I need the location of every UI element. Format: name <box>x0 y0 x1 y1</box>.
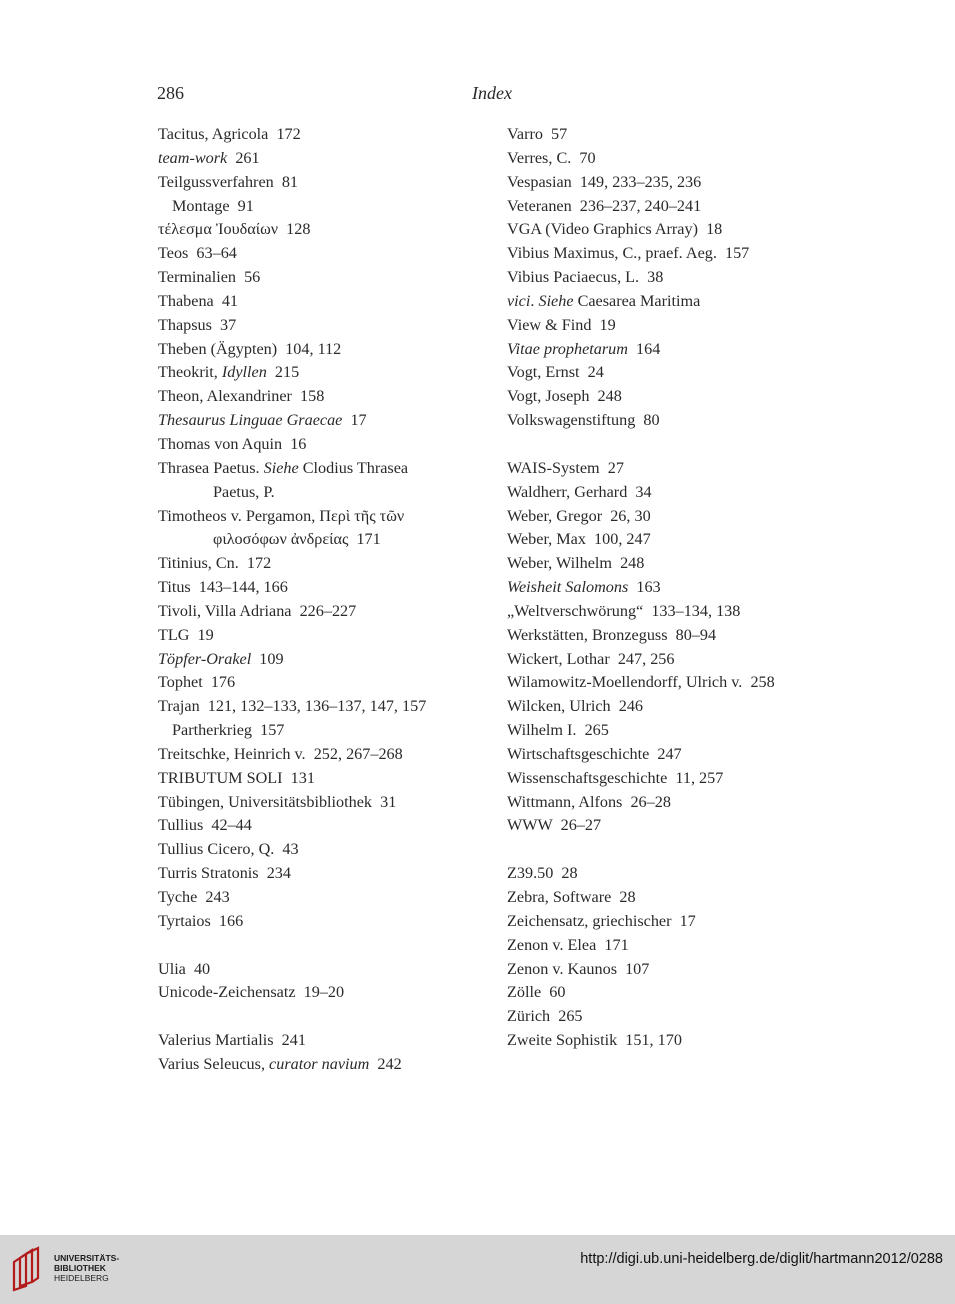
index-entry <box>158 838 426 862</box>
entry-text: Vibius Paciaecus, L. 38 <box>507 268 664 287</box>
entry-text: Zweite Sophistik 151, 170 <box>507 1031 682 1050</box>
entry-text: 17 <box>342 411 367 430</box>
entry-text: Terminalien 56 <box>158 268 261 287</box>
entry-text-italic: Vitae prophetarum <box>507 339 628 358</box>
logo-line: UNIVERSITÄTS- <box>54 1253 120 1263</box>
index-entry <box>507 814 775 838</box>
entry-text: Thabena 41 <box>158 291 239 310</box>
entry-text: Tyche 243 <box>158 888 230 906</box>
index-entry <box>158 457 426 481</box>
entry-text: Zürich 265 <box>507 1007 583 1026</box>
entry-text-italic: Weisheit Salomons <box>507 578 629 597</box>
index-entry <box>158 385 426 409</box>
entry-text: Wittmann, Alfons 26–28 <box>507 792 671 811</box>
index-entry <box>507 338 775 362</box>
entry-text: Titus 143–144, 166 <box>158 578 288 597</box>
index-entry <box>507 147 775 171</box>
entry-text: Teos 63–64 <box>158 244 237 263</box>
index-entry <box>158 338 426 362</box>
index-entry <box>507 934 775 958</box>
library-logo-icon <box>10 1246 50 1292</box>
index-entry <box>507 791 775 815</box>
index-entry <box>158 266 426 290</box>
index-column-right <box>507 123 775 1053</box>
index-entry <box>158 409 426 433</box>
index-entry <box>507 242 775 266</box>
entry-text: 164 <box>627 339 661 358</box>
index-entry <box>158 314 426 338</box>
entry-text: Vibius Maximus, C., praef. Aeg. 157 <box>507 244 750 263</box>
entry-text: Wilhelm I. 265 <box>507 721 609 740</box>
index-entry <box>158 719 426 743</box>
running-head-title: Index <box>472 83 512 103</box>
index-entry <box>507 695 775 719</box>
entry-text: Werkstätten, Bronzeguss 80–94 <box>507 625 717 644</box>
entry-text: Theben (Ägypten) 104, 112 <box>158 339 342 358</box>
entry-text: Tyrtaios 166 <box>158 911 244 930</box>
index-entry <box>158 123 426 147</box>
index-entry <box>507 171 775 195</box>
index-entry <box>507 624 775 648</box>
entry-text-italic: Töpfer-Orakel <box>158 649 252 668</box>
entry-text-italic: Siehe <box>538 291 574 310</box>
entry-text: Verres, C. 70 <box>507 148 596 167</box>
index-entry <box>507 743 775 767</box>
entry-text-italic: curator navium <box>269 1054 370 1073</box>
entry-text: Theon, Alexandriner 158 <box>158 387 325 406</box>
index-entry <box>507 648 775 672</box>
page-number: 286 <box>157 83 184 103</box>
index-entry <box>507 457 775 481</box>
library-logo-text <box>54 1253 119 1283</box>
index-entry <box>158 695 426 719</box>
index-entry <box>507 218 775 242</box>
index-entry <box>158 981 426 1005</box>
entry-text: Wickert, Lothar 247, 256 <box>507 649 675 668</box>
index-entry <box>158 814 426 838</box>
entry-text-italic: Idyllen <box>221 363 267 382</box>
entry-text: Volkswagenstiftung 80 <box>507 411 660 430</box>
entry-text: τέλεσμα Ἰουδαίων 128 <box>158 220 311 239</box>
entry-text-italic: Siehe <box>263 458 299 477</box>
library-logo[interactable] <box>10 1246 120 1292</box>
entry-text: Paetus, P. <box>213 482 275 501</box>
index-entry <box>507 290 775 314</box>
entry-text: 163 <box>628 578 661 597</box>
index-entry <box>158 791 426 815</box>
index-entry <box>158 958 426 982</box>
index-entry <box>507 481 775 505</box>
entry-text: 242 <box>369 1054 402 1073</box>
index-entry <box>507 719 775 743</box>
entry-text: Tacitus, Agricola 172 <box>158 125 301 143</box>
entry-text: Turris Stratonis 234 <box>158 864 291 883</box>
entry-text: Ulia 40 <box>158 959 211 978</box>
entry-text: TLG 19 <box>158 625 214 644</box>
entry-text: Theokrit, <box>158 363 222 382</box>
entry-text: 215 <box>266 363 300 382</box>
entry-text: WWW 26–27 <box>507 816 602 835</box>
index-entry <box>507 958 775 982</box>
index-entry <box>158 886 426 910</box>
index-entry <box>158 600 426 624</box>
entry-text: Wilamowitz-Moellendorff, Ulrich v. 258 <box>507 673 775 692</box>
logo-line: BIBLIOTHEK <box>54 1263 106 1273</box>
index-entry <box>507 981 775 1005</box>
index-entry <box>158 552 426 576</box>
permalink-url[interactable]: http://digi.ub.uni-heidelberg.de/diglit/hartmann2012/0288 <box>580 1251 943 1267</box>
index-entry <box>158 171 426 195</box>
index-entry <box>507 505 775 529</box>
entry-text: 261 <box>227 148 260 167</box>
entry-text: Vespasian 149, 233–235, 236 <box>507 172 702 191</box>
index-entry <box>158 147 426 171</box>
entry-text: Wilcken, Ulrich 246 <box>507 697 644 716</box>
index-entry <box>158 290 426 314</box>
entry-text: Wissenschaftsgeschichte 11, 257 <box>507 768 724 787</box>
entry-text: VGA (Video Graphics Array) 18 <box>507 220 723 239</box>
footer-bar <box>0 1235 955 1304</box>
index-entry <box>158 1053 426 1077</box>
index-entry <box>158 505 426 529</box>
entry-text: Zenon v. Elea 171 <box>507 935 629 954</box>
index-entry <box>158 648 426 672</box>
index-entry <box>158 433 426 457</box>
entry-text: Partherkrieg 157 <box>172 721 285 740</box>
index-entry <box>507 552 775 576</box>
letter-group-gap <box>158 1005 426 1029</box>
entry-text: Tivoli, Villa Adriana 226–227 <box>158 601 357 620</box>
entry-text: Titinius, Cn. 172 <box>158 554 272 573</box>
entry-text: 109 <box>251 649 284 668</box>
entry-text: Montage 91 <box>172 196 254 215</box>
entry-text: Thrasea Paetus. <box>158 458 264 477</box>
index-entry <box>158 671 426 695</box>
entry-text: TRIBUTUM SOLI 131 <box>158 768 315 787</box>
index-column-left <box>158 123 426 1077</box>
entry-text: Zebra, Software 28 <box>507 888 636 906</box>
entry-text: Varius Seleucus, <box>158 1054 270 1073</box>
entry-text: Weber, Max 100, 247 <box>507 530 651 549</box>
entry-text: View & Find 19 <box>507 315 616 334</box>
index-entry <box>158 576 426 600</box>
index-entry <box>507 528 775 552</box>
index-entry <box>507 123 775 147</box>
entry-text: Wirtschaftsgeschichte 247 <box>507 744 682 763</box>
entry-text-italic: vici <box>507 291 531 310</box>
entry-text: Vogt, Joseph 248 <box>507 387 622 406</box>
entry-text: Tullius Cicero, Q. 43 <box>158 840 299 859</box>
entry-text: Thomas von Aquin 16 <box>158 434 307 453</box>
index-entry <box>507 314 775 338</box>
entry-text: Tophet 176 <box>158 673 236 692</box>
letter-group-gap <box>507 433 775 457</box>
index-entry <box>507 576 775 600</box>
entry-text: Valerius Martialis 241 <box>158 1031 306 1050</box>
letter-group-gap <box>158 934 426 958</box>
entry-text: Zeichensatz, griechischer 17 <box>507 911 696 930</box>
entry-text-italic: team-work <box>158 148 228 167</box>
entry-text: „Weltverschwörung“ 133–134, 138 <box>507 601 741 620</box>
index-entry <box>158 528 426 552</box>
entry-text: Weber, Wilhelm 248 <box>507 554 645 573</box>
entry-text: Trajan 121, 132–133, 136–137, 147, 157 <box>158 697 427 716</box>
index-entry <box>158 743 426 767</box>
entry-text: Caesarea Maritima <box>573 291 701 310</box>
entry-text: . <box>530 291 539 310</box>
entry-text: Varro 57 <box>507 125 568 143</box>
index-entry <box>507 886 775 910</box>
index-entry <box>507 671 775 695</box>
entry-text: Tullius 42–44 <box>158 816 252 835</box>
logo-line: HEIDELBERG <box>54 1273 109 1283</box>
entry-text: Zölle 60 <box>507 983 566 1002</box>
entry-text: φιλοσόφων ἀνδρείας 171 <box>213 530 381 549</box>
entry-text: Waldherr, Gerhard 34 <box>507 482 652 501</box>
letter-group-gap <box>507 838 775 862</box>
index-entry <box>158 361 426 385</box>
entry-text: Timotheos v. Pergamon, Περὶ τῆς τῶν <box>158 506 405 525</box>
entry-text-italic: Thesaurus Linguae Graecae <box>158 411 343 430</box>
index-entry <box>507 409 775 433</box>
entry-text: Unicode-Zeichensatz 19–20 <box>158 983 345 1002</box>
index-entry <box>158 767 426 791</box>
entry-text: Vogt, Ernst 24 <box>507 363 604 382</box>
index-entry <box>507 195 775 219</box>
entry-text: WAIS-System 27 <box>507 458 624 477</box>
entry-text: Weber, Gregor 26, 30 <box>507 506 651 525</box>
index-entry <box>507 266 775 290</box>
index-entry <box>158 1029 426 1053</box>
entry-text: Thapsus 37 <box>158 315 237 334</box>
entry-text: Z39.50 28 <box>507 864 578 883</box>
index-entry <box>507 385 775 409</box>
index-entry <box>507 862 775 886</box>
entry-text: Zenon v. Kaunos 107 <box>507 959 650 978</box>
index-entry <box>158 481 426 505</box>
index-entry <box>158 242 426 266</box>
entry-text: Tübingen, Universitätsbibliothek 31 <box>158 792 397 811</box>
entry-text: Treitschke, Heinrich v. 252, 267–268 <box>158 744 403 763</box>
index-entry <box>158 862 426 886</box>
entry-text: Veteranen 236–237, 240–241 <box>507 196 702 215</box>
index-entry <box>158 910 426 934</box>
entry-text: Clodius Thrasea <box>298 458 409 477</box>
index-entry <box>507 1005 775 1029</box>
index-entry <box>507 767 775 791</box>
index-entry <box>507 600 775 624</box>
index-entry <box>507 1029 775 1053</box>
index-entry <box>158 218 426 242</box>
index-entry <box>507 910 775 934</box>
index-entry <box>158 624 426 648</box>
index-entry <box>158 195 426 219</box>
entry-text: Teilgussverfahren 81 <box>158 172 299 191</box>
index-entry <box>507 361 775 385</box>
